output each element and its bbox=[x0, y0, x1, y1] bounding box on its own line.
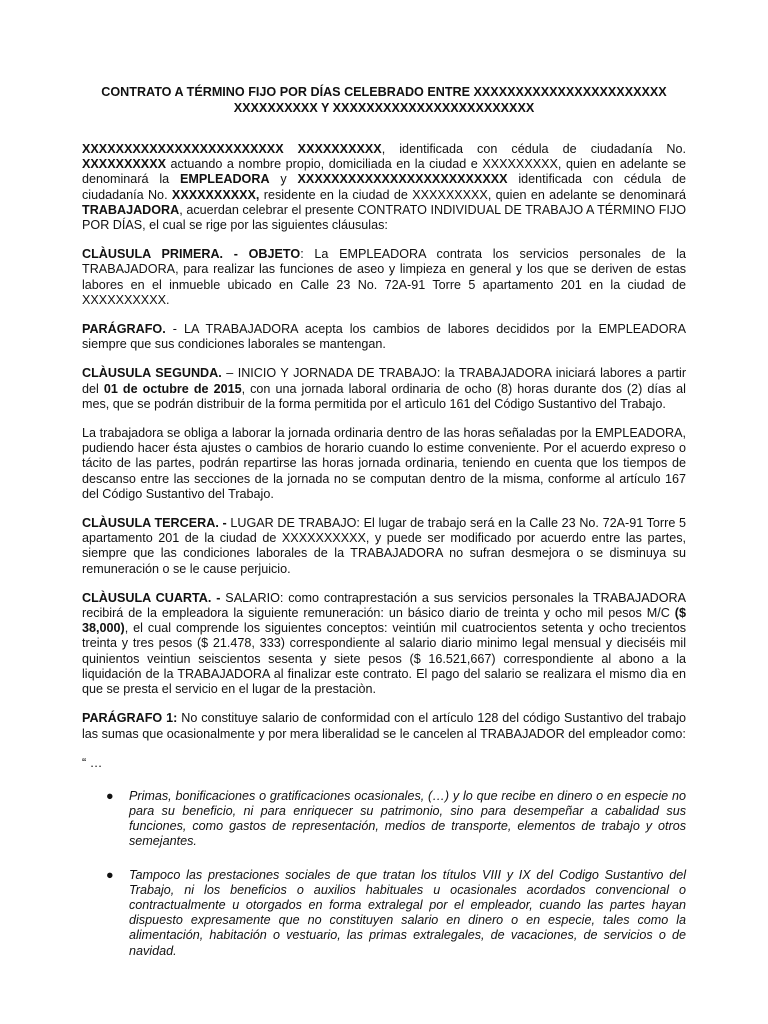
intro-text-4: identificada con cédula de ciudadanía No. bbox=[82, 172, 686, 202]
intro-text-3: y bbox=[269, 172, 298, 187]
working-hours-paragraph: La trabajadora se obliga a laborar la jornada ordinaria dentro de las horas señaladas por la EMPLEADORA, pudiendo hacer ésta ajustes o cambios de horario cuando lo estime conveniente. Por el acuerdo expreso o tácito de las partes, podrán repartirse las horas jornada ordinaria, teniendo en cuenta que los tiempos de descanso entre las secciones de la jornada no se computan dentro de la misma, conforme al artículo 167 del Código Sustantivo del Trabajo. bbox=[82, 426, 686, 501]
clause-second bbox=[82, 366, 686, 412]
document-title: CONTRATO A TÉRMINO FIJO POR DÍAS CELEBRADO ENTRE XXXXXXXXXXXXXXXXXXXXXXX XXXXXXXXXX Y XXXXXXXXXXXXXXXXXXXXXXXX bbox=[101, 85, 667, 115]
clause-third-text: LUGAR DE TRABAJO: El lugar de trabajo será en la Calle 23 No. 72A-91 Torre 5 apartamento 201 de la ciudad de XXXXXXXXXX, y puede ser modificado por acuerdo entre las partes, siempre que las condiciones laborales de la TRABAJADORA no sufran desmejora o se disminuya su remuneración o se le cause perjuicio. bbox=[82, 516, 686, 576]
intro-text-5: residente en la ciudad de XXXXXXXXX, quien en adelante se denominará bbox=[259, 187, 687, 202]
paragraph-one bbox=[82, 711, 686, 741]
paragraph-one-text: No constituye salario de conformidad con el artículo 128 del código Sustantivo del trabajo las sumas que ocasionalmente y por mera liberalidad se le cancelen al TRABAJADOR del empleador como: bbox=[82, 711, 687, 741]
clause-third-label: CLÀUSULA TERCERA. - bbox=[82, 516, 227, 531]
clause-first-label: CLÀUSULA PRIMERA. - OBJETO bbox=[82, 247, 301, 262]
clause-fourth bbox=[82, 591, 686, 697]
paragraph-one-label: PARÁGRAFO 1: bbox=[82, 711, 178, 726]
worker-id-number: XXXXXXXXXX, bbox=[171, 187, 260, 202]
employer-term: EMPLEADORA bbox=[179, 172, 270, 187]
list-item bbox=[82, 868, 686, 959]
party-employer-name: XXXXXXXXXXXXXXXXXXXXXXXX XXXXXXXXXX bbox=[82, 142, 382, 156]
worker-term: TRABAJADORA bbox=[82, 202, 180, 217]
clause-fourth-text-1: SALARIO: como contraprestación a sus servicios personales la TRABAJADORA recibirá de la empleadora la siguiente remuneración: un básico diario de treinta y ocho mil pesos M/C bbox=[82, 590, 686, 621]
list-item-text: Primas, bonificaciones o gratificaciones ocasionales, (…) y lo que recibe en dinero o en especie no para su beneficio, ni para enriquecer su patrimonio, sino para desempeñar a cabalidad sus funciones, como gastos de representación, medios de transporte, elementos de trabajo y otros semejantes. bbox=[129, 788, 686, 849]
start-date: 01 de octubre de 2015 bbox=[103, 381, 242, 396]
bullet-icon: ● bbox=[106, 867, 114, 882]
clause-first bbox=[82, 247, 686, 308]
clause-fourth-text-2: , el cual comprende los siguientes conceptos: veintiún mil cuatrocientos setenta y ocho trecientos treinta y tres pesos ($ 21.478, 333) correspondiente al salario diario minimo legal mensual y dieciséis mil quinientos veintiun seiscientos sesenta y siete pesos ($ 16.521,667) correspondiente al abono a la liquidación de la TRABAJADORA al finalizar este contrato. El pago del salario se realizara el mismo dìa en que se presta el servicio en el lugar de la prestaciòn. bbox=[82, 621, 686, 697]
paragraph-note-label: PARÁGRAFO. bbox=[82, 322, 166, 337]
intro-text-2: actuando a nombre propio, domiciliada en la ciudad e XXXXXXXXX, quien en adelante se denominará la bbox=[82, 157, 686, 187]
quote-opening: “ … bbox=[82, 755, 103, 770]
clause-second-label: CLÀUSULA SEGUNDA. bbox=[82, 366, 222, 381]
clause-second-text-2: , con una jornada laboral ordinaria de ocho (8) horas durante dos (2) días al mes, que se podrán distribuir de la forma permitida por el artìculo 161 del Código Sustantivo del Trabajo. bbox=[82, 381, 686, 411]
employer-id-number: XXXXXXXXXX bbox=[82, 157, 166, 172]
intro-paragraph bbox=[82, 142, 686, 233]
bullet-icon: ● bbox=[106, 788, 114, 803]
clause-fourth-label: CLÀUSULA CUARTA. - bbox=[82, 590, 221, 605]
clause-first-text: : La EMPLEADORA contrata los servicios personales de la TRABAJADORA, para realizar las funciones de aseo y limpieza en general y los que se deriven de estas labores en el inmueble ubicado en Calle 23 No. 72A-91 Torre 5 apartamento 201 en la ciudad de XXXXXXXXXX. bbox=[82, 247, 686, 307]
clause-second-text-1: – INICIO Y JORNADA DE TRABAJO: la TRABAJADORA iniciará labores a partir del bbox=[82, 366, 687, 396]
paragraph-note-text: - LA TRABAJADORA acepta los cambios de labores decididos por la EMPLEADORA siempre que sus condiciones laborales se mantengan. bbox=[82, 322, 686, 352]
paragraph-note bbox=[82, 322, 686, 352]
list-item-text: Tampoco las prestaciones sociales de que tratan los títulos VIII y IX del Codigo Sustantivo del Trabajo, ni los beneficios o auxilios habituales u ocasionales acordados convencional o contractualmente u otorgados en forma extralegal por el empleador, cuando las partes hayan dispuesto expresamente que no constituyen salario en dinero o en especie, tales como la alimentación, habitación o vestuario, las primas extralegales, de vacaciones, de servicios o de navidad. bbox=[129, 867, 686, 958]
intro-text-1: , identificada con cédula de ciudadanía No. bbox=[381, 142, 686, 156]
exclusions-list bbox=[82, 789, 686, 959]
clause-third bbox=[82, 516, 686, 577]
intro-text-6: , acuerdan celebrar el presente CONTRATO INDIVIDUAL DE TRABAJO A TÉRMINO FIJO POR DÍAS, el cual se rige por las siguientes cláusulas: bbox=[82, 202, 686, 233]
list-item bbox=[82, 789, 686, 850]
party-worker-name: XXXXXXXXXXXXXXXXXXXXXXXXX bbox=[297, 172, 508, 187]
salary-amount: ($ 38,000) bbox=[82, 606, 686, 636]
